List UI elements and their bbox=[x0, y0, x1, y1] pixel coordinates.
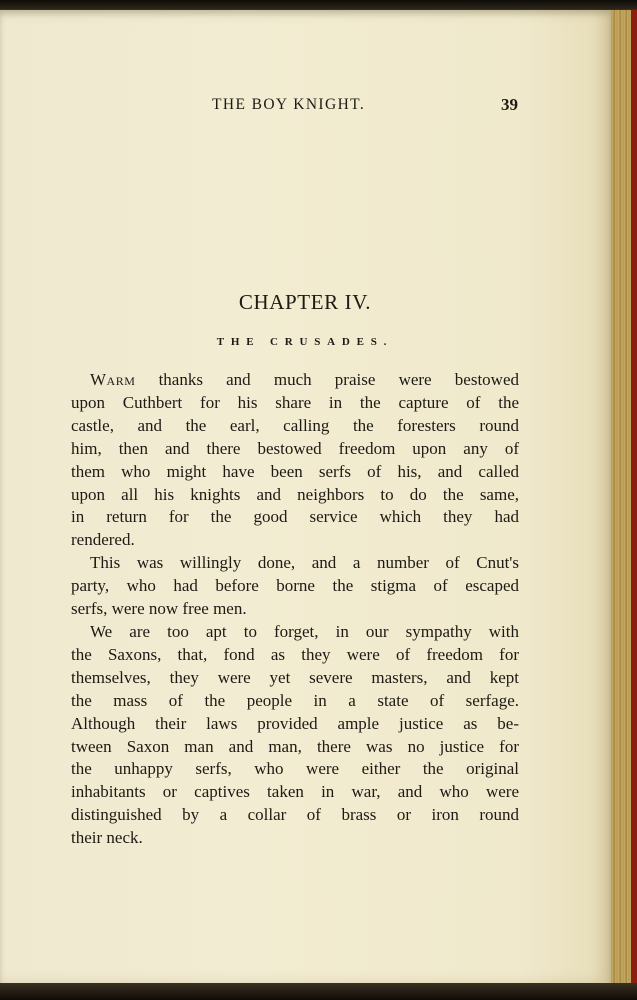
page-edges bbox=[611, 10, 637, 985]
text-line: their neck. bbox=[71, 828, 143, 848]
text-line bbox=[71, 369, 519, 392]
text-line: serfs, were now free men. bbox=[71, 599, 247, 619]
text-line: distinguished by a collar of brass or iron round bbox=[71, 805, 519, 825]
running-head bbox=[212, 96, 518, 118]
text-line: upon Cuthbert for his share in the capture of the bbox=[71, 392, 519, 412]
text-line: inhabitants or captives taken in war, and who were bbox=[71, 782, 519, 802]
lead-word: Warm bbox=[90, 370, 136, 389]
text-line: in return for the good service which they had bbox=[71, 507, 519, 527]
chapter-title: CHAPTER IV. bbox=[238, 290, 372, 314]
text-line-fragment: thanks and much praise were bestowed bbox=[135, 370, 519, 389]
running-title: THE BOY KNIGHT. bbox=[212, 96, 366, 113]
text-line: upon all his knights and neighbors to do the same, bbox=[71, 484, 519, 504]
text-line: the unhappy serfs, who were either the original bbox=[71, 759, 519, 779]
body-text bbox=[71, 369, 519, 850]
text-line: rendered. bbox=[71, 530, 135, 550]
text-line: them who might have been serfs of his, and called bbox=[71, 461, 519, 481]
text-line: We are too apt to forget, in our sympathy with bbox=[90, 621, 519, 641]
text-line: the Saxons, that, fond as they were of freedom for bbox=[71, 644, 519, 664]
text-line: him, then and there bestowed freedom upon any of bbox=[71, 438, 519, 458]
book-bottom-edge bbox=[0, 983, 637, 1000]
text-line: the mass of the people in a state of serfage. bbox=[71, 690, 519, 710]
text-line: tween Saxon man and man, there was no justice for bbox=[71, 736, 519, 756]
page-number: 39 bbox=[501, 95, 518, 114]
text-line: party, who had before borne the stigma of escaped bbox=[71, 576, 519, 596]
text-line: Although their laws provided ample justice as be- bbox=[71, 713, 519, 733]
text-line: themselves, they were yet severe masters, and kept bbox=[71, 667, 519, 687]
chapter-subtitle: THE CRUSADES. bbox=[216, 336, 394, 348]
text-line: This was willingly done, and a number of Cnut's bbox=[90, 553, 519, 573]
text-line: castle, and the earl, calling the foresters round bbox=[71, 415, 519, 435]
